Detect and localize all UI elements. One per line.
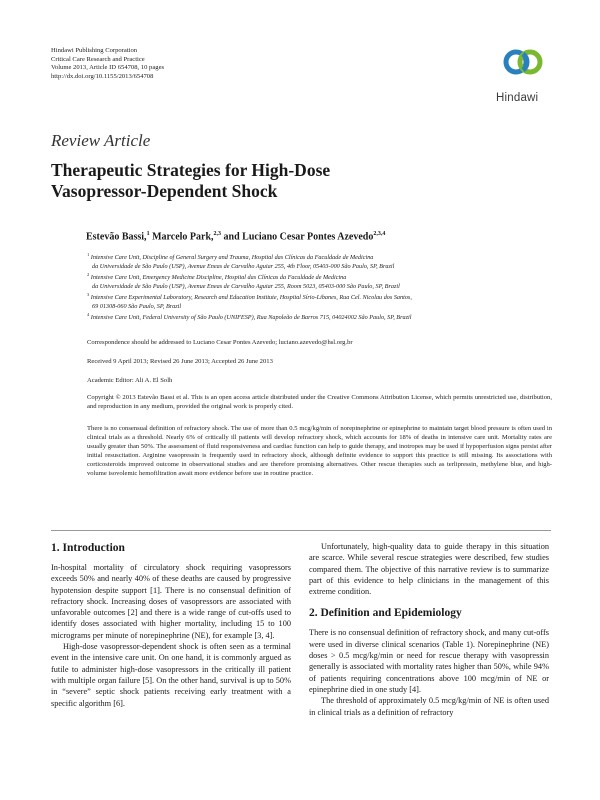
- doi-link[interactable]: http://dx.doi.org/10.1155/2013/654708: [51, 72, 154, 80]
- journal-name: Critical Care Research and Practice: [51, 55, 145, 63]
- author-affiliation-mark: 1: [146, 231, 150, 237]
- author-name: Marcelo Park,: [152, 231, 214, 243]
- publisher-name: Hindawi Publishing Corporation: [51, 47, 138, 54]
- section-heading-definition: 2. Definition and Epidemiology: [309, 607, 462, 620]
- section-heading-introduction: 1. Introduction: [51, 542, 125, 554]
- affiliation-line: da Universidade de São Paulo (USP), Avenue Eneas de Carvalho Aguiar 255, Room 5023, 05403-000 São Paulo, SP, Brazil: [92, 282, 400, 290]
- affiliation-line: $^4$ Intensive Care Unit, Federal University of São Paulo (UNIFESP), Rua Napoleão de Barros 715, 04024002 São Paulo, SP, Brazil: [87, 312, 412, 322]
- abstract-text: There is no consensual definition of refractory shock. The use of more than 0.5 mcg/kg/min of norepinephrine or epinephrine to maintain target blood pressure is often used in clinical trials as a threshold. Nearly 6% of critically ill patients will develop refractory shock, which accounts for 18% of deaths in intensive care unit. Mortality rates are usually greater than 50%. The assessment of fluid responsiveness and cardiac function can help to guide therapy, and inotropes may be used if hypoperfusion signs persist after initial resuscitation. Arginine vasopressin is frequently used in refractory shock, although definite evidence to support this practice is still missing. Its associations with corticosteroids improved outcome in observational studies and are therefore promising alternatives. Other rescue therapies such as terlipressin, methylene blue, and high-volume isovolemic hemofiltration await more evidence before use in routine practice.: [87, 425, 552, 478]
- left-column: [51, 541, 291, 709]
- title-line: Vasopressor-Dependent Shock: [51, 181, 278, 201]
- affiliation-line: $^2$ Intensive Care Unit, Emergency Medicine Discipline, Hospital das Clínicas da Faculdade de Medicina: [87, 272, 347, 282]
- affiliation-line: 69 01308-060 São Paulo, SP, Brazil: [92, 302, 182, 310]
- article-type: Review Article: [51, 131, 151, 150]
- author-affiliation-mark: 2,3,4: [373, 231, 386, 237]
- right-column: [309, 541, 549, 718]
- author-affiliation-mark: 2,3: [213, 231, 222, 237]
- correspondence-line: Correspondence should be addressed to Luciano Cesar Pontes Azevedo; luciano.azevedo@hsl.org.br: [87, 339, 353, 346]
- author-name: Estevão Bassi,: [86, 231, 147, 243]
- dates-line: Received 9 April 2013; Revised 26 June 2013; Accepted 26 June 2013: [87, 358, 273, 365]
- affiliation-line: $^1$ Intensive Care Unit, Discipline of General Surgery and Trauma, Hospital das Clínicas da Faculdade de Medicina: [87, 252, 374, 262]
- copyright-notice: Copyright © 2013 Estevão Bassi et al. This is an open access article distributed under the Creative Commons Attribution License, which permits unrestricted use, distribution, and reproduction in any medium, provided the original work is properly cited.: [87, 394, 552, 410]
- section-divider: [51, 530, 551, 531]
- body-paragraph: The threshold of approximately 0.5 mcg/kg/min of NE is often used in clinical trials as a definition of refractory: [309, 696, 549, 717]
- author-name: and Luciano Cesar Pontes Azevedo: [223, 231, 374, 243]
- affiliation-line: da Universidade de São Paulo (USP), Avenue Eneas de Carvalho Aguiar 255, 4th Floor, 05403-000 São Paulo, SP, Brazil: [92, 262, 395, 270]
- title-line: Therapeutic Strategies for High-Dose: [51, 160, 331, 180]
- author-list: [86, 231, 385, 242]
- affiliation-line: $^3$ Intensive Care Experimental Laboratory, Research and Education Institute, Hospital Sírio-Libanes, Rua Cel. Nicolau dos Santos,: [87, 292, 412, 302]
- article-title: [51, 160, 330, 202]
- academic-editor: Academic Editor: Ali A. El Solh: [87, 377, 173, 384]
- body-paragraph: Unfortunately, high-quality data to guide therapy in this situation are scarce. While several rescue strategies were described, few studies compared them. The objective of this narrative review is to summarize part of this evidence to help clinicians in the management of this extreme condition.: [309, 542, 549, 597]
- journal-info: [51, 47, 164, 81]
- body-paragraph: In-hospital mortality of circulatory shock requiring vasopressors exceeds 50% and nearly 40% of these deaths are caused by progressive hypotension despite support [1]. There is no consensual definition of refractory shock. Increasing doses of vasopressors are associated with unfavorable outcomes [2] and there is a wide range of cut-offs used to identify doses associated with higher mortality, including 15 to 100 micrograms per minute of norepinephrine (NE), for example [3, 4].: [51, 563, 291, 640]
- volume-info: Volume 2013, Article ID 654708, 10 pages: [51, 64, 165, 72]
- affiliations: [87, 251, 557, 323]
- body-paragraph: There is no consensual definition of refractory shock, and many cut-offs were used in diverse clinical scenarios (Table 1). Norepinephrine (NE) doses > 0.5 mcg/kg/min or need for rescue therapy with vasopressin generally is associated with mortality rates higher than 50%, while 94% of patients requiring concentrations above 100 mcg/min of NE or epinephrine died in one study [4].: [309, 628, 549, 694]
- body-paragraph: High-dose vasopressor-dependent shock is often seen as a terminal event in the intensive care unit. On one hand, it is commonly argued as futile to administer high-dose vasopressors in the critically ill patient with multiple organ failure [5]. On the other hand, survival is up to 50% in “severe” septic shock patients receiving early treatment with a specific algorithm [6].: [51, 642, 291, 708]
- hindawi-brand: Hindawi: [496, 92, 539, 104]
